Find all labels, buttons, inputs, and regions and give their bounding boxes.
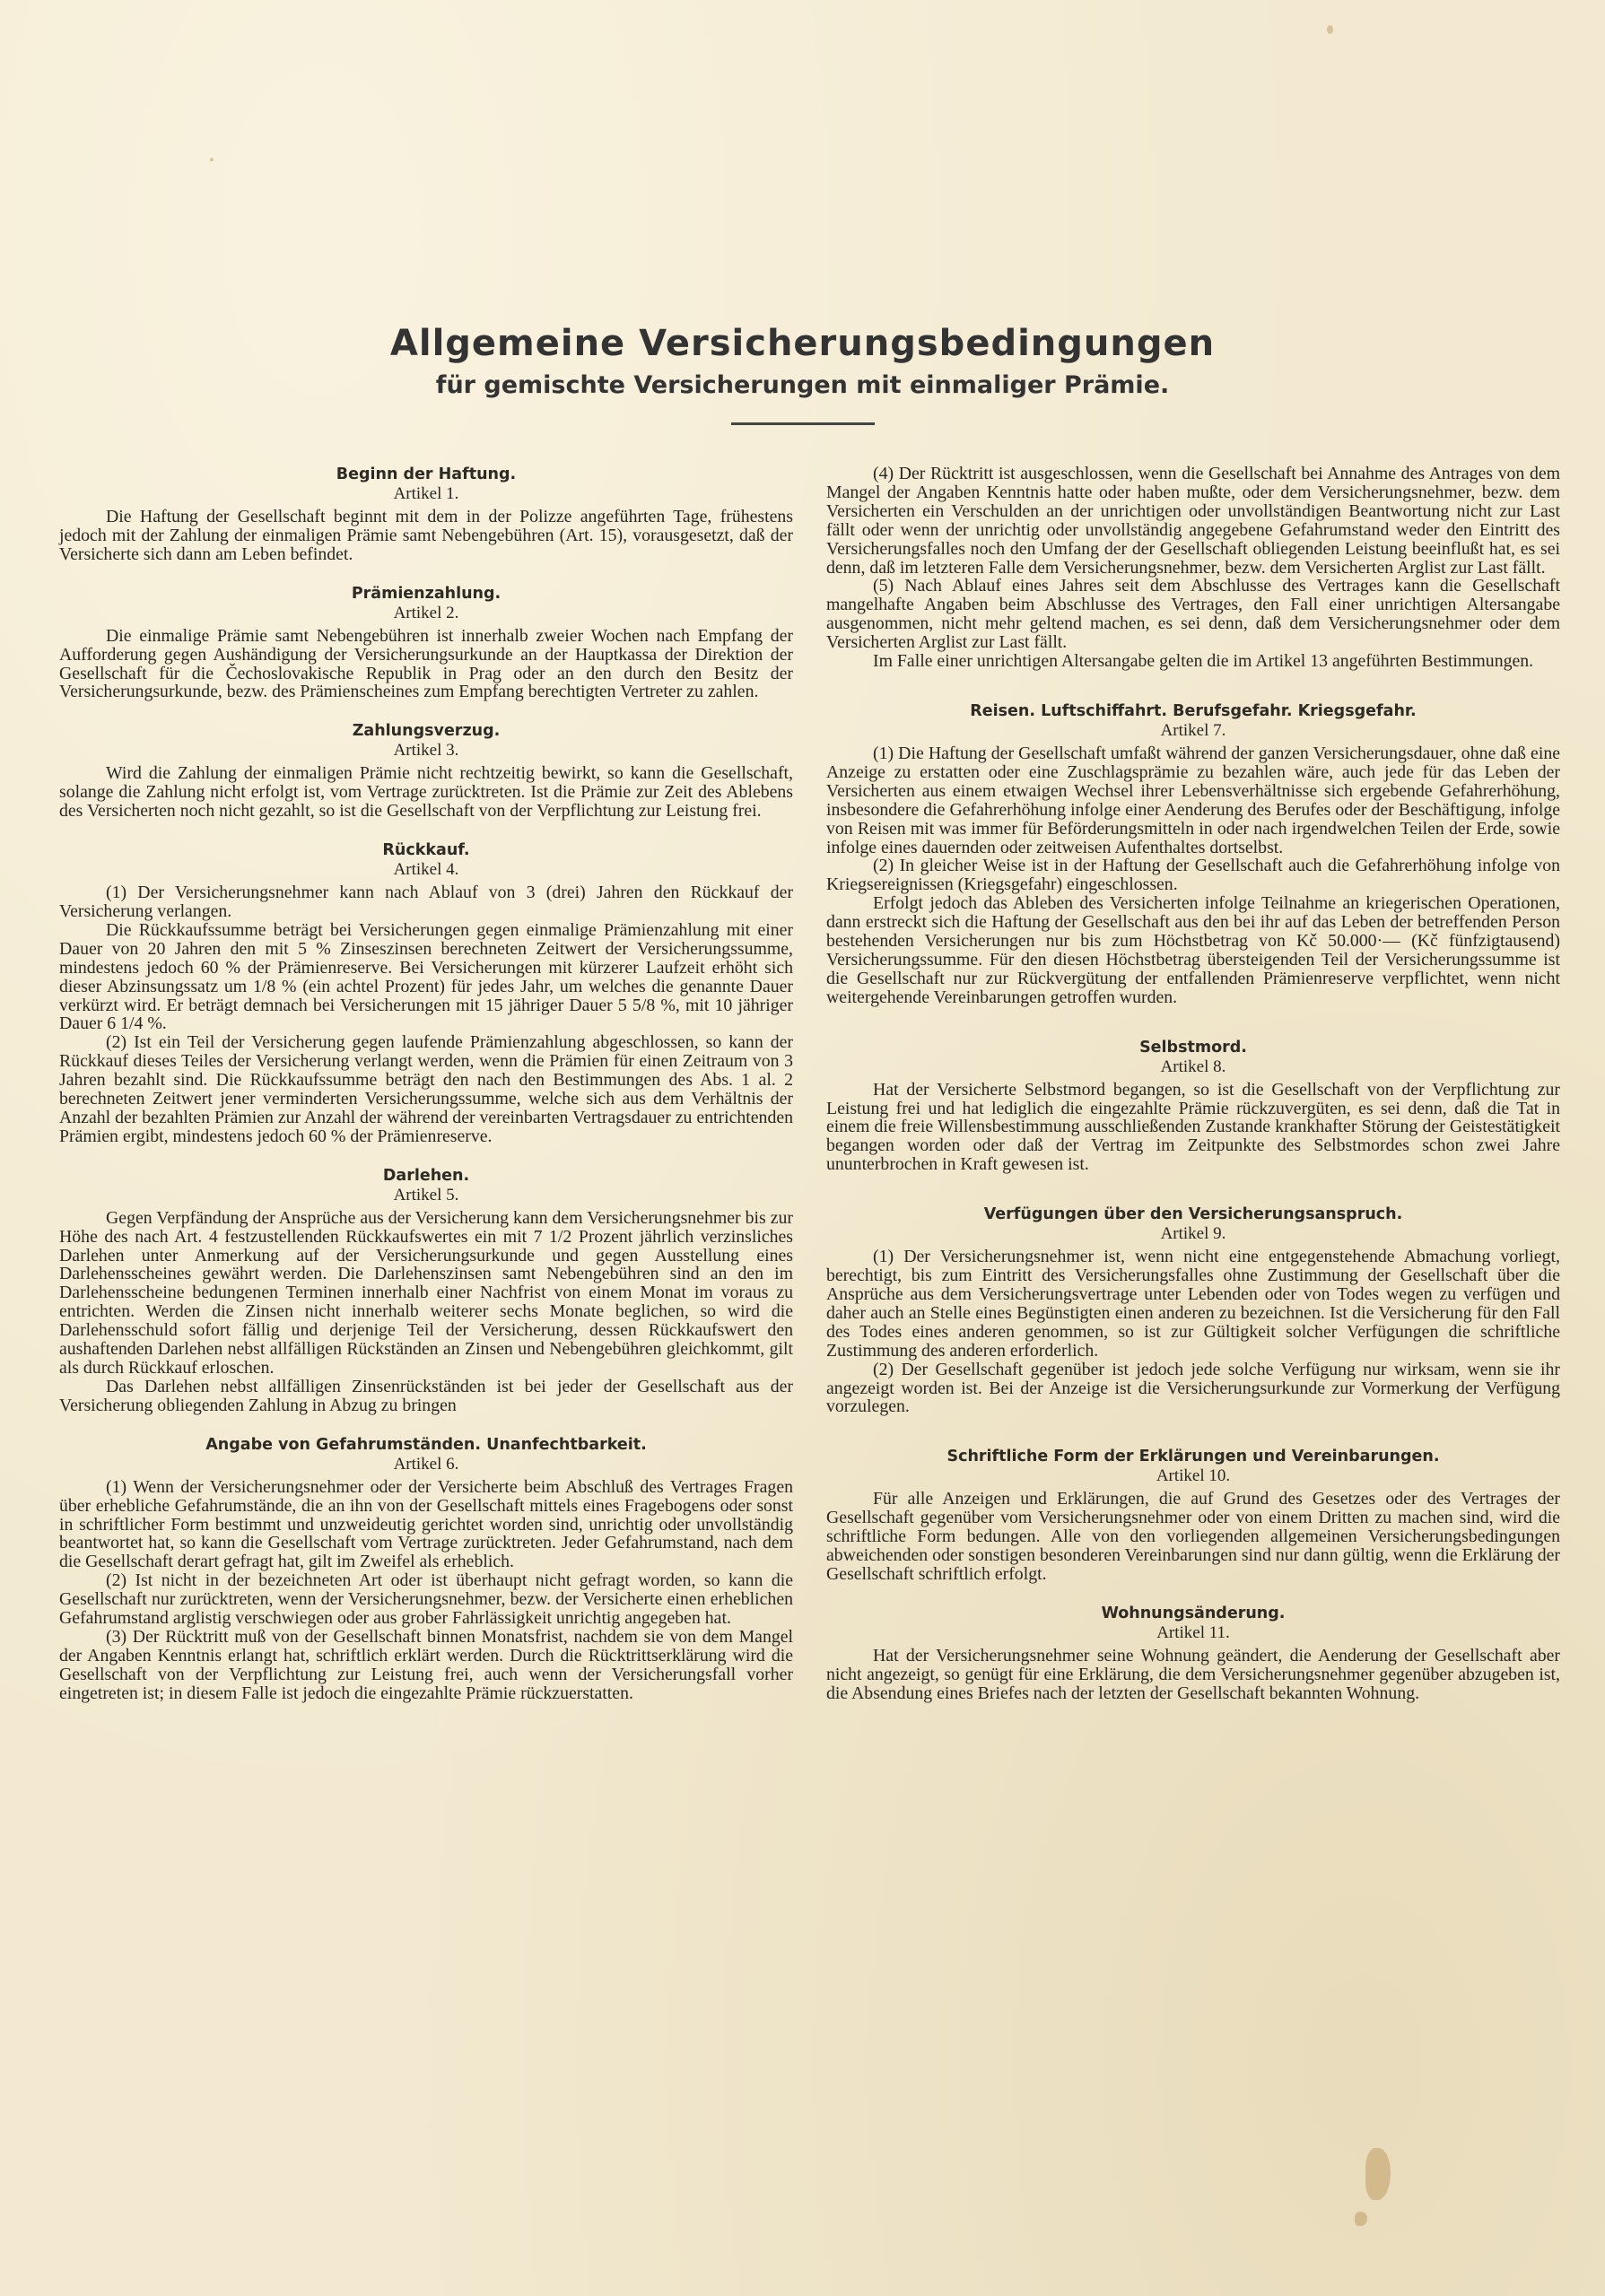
article-number: Artikel 1. [393, 484, 459, 503]
paragraph: Im Falle einer unrichtigen Altersangabe gelten die im Artikel 13 angeführten Bestimmungen. [873, 651, 1534, 672]
paragraph: Das Darlehen nebst allfälligen Zinsenrückständen ist bei jeder der Gesellschaft aus der Versicherung obliegenden Zahlung in Abzug zu bringen [59, 1376, 793, 1415]
section-heading: Beginn der Haftung. [336, 465, 517, 483]
paragraph: (1) Die Haftung der Gesellschaft umfaßt während der ganzen Versicherungsdauer, ohne daß eine Anzeige zu erstatten oder eine Zuschlagsprämie zu bezahlen wäre, auch jede für das Leben der Versicherten aus einem etwaigen Wechsel ihrer Lebensverhältnisse sich ergebende Gefahrerhöhung, insbesondere die Gefahrerhöhung infolge einer Aenderung des Berufes oder der Beschäftigung, infolge von Reisen mit was immer für Beförderungsmitteln in oder nach irgendwelchen Teilen der Erde, sowie infolge eines dauernden oder zeitweisen Aufenthaltes dortselbst. [826, 743, 1560, 857]
document-title-block [0, 323, 1605, 425]
section-heading: Zahlungsverzug. [352, 722, 501, 741]
section-heading: Prämienzahlung. [351, 584, 502, 603]
paragraph: (2) Ist ein Teil der Versicherung gegen laufende Prämienzahlung abgeschlossen, so kann der Rückkauf dieses Teiles der Versicherung verlangt werden, wenn die Prämien für einen Zeitraum von 3 Jahren bezahlt sind. Die Rückkaufssumme beträgt den nach den Bestimmungen des Abs. 1 al. 2 berechneten Zeitwert jener verminderten Versicherungssumme, welche sich aus dem Verhältnis der Anzahl der bezahlten Prämien zur Anzahl der während der vereinbarten Vertragsdauer zu entrichtenden Prämien ergibt, mindestens jedoch 60 % der Prämienreserve. [59, 1032, 793, 1146]
section-heading: Darlehen. [382, 1166, 470, 1185]
paragraph: Hat der Versicherte Selbstmord begangen, so ist die Gesellschaft von der Verpflichtung zur Leistung frei und hat lediglich die eingezahlte Prämie rückzuvergüten, es sei denn, daß die Tat in einem die freie Willensbestimmung ausschließenden Zustande krankhafter Störung der Geistestätigkeit begangen worden oder daß der Vertrag im Zeitpunkte des Selbstmordes schon zwei Jahre ununterbrochen in Kraft gewesen ist. [826, 1079, 1560, 1175]
article-number: Artikel 3. [393, 741, 459, 761]
article-number: Artikel 6. [393, 1454, 459, 1474]
paper-spot [1327, 25, 1333, 34]
article-number: Artikel 11. [1156, 1622, 1230, 1642]
section-heading: Selbstmord. [1139, 1038, 1247, 1057]
article-number: Artikel 5. [393, 1185, 459, 1205]
paragraph: Wird die Zahlung der einmaligen Prämie nicht rechtzeitig bewirkt, so kann die Gesellschaft, solange die Zahlung nicht erfolgt ist, vom Vertrage zurücktreten. Ist die Prämie zur Zeit des Ablebens des Versicherten noch nicht gezahlt, so ist die Gesellschaft von der Verpflichtung zur Leistung frei. [59, 763, 793, 822]
paragraph: (2) Der Gesellschaft gegenüber ist jedoch jede solche Verfügung nur wirksam, wenn sie ihr angezeigt worden ist. Bei der Anzeige ist die Versicherungsurkunde zur Vormerkung der Verfügung vorzulegen. [826, 1359, 1560, 1417]
paragraph: Die einmalige Prämie samt Nebengebühren ist innerhalb zweier Wochen nach Empfang der Aufforderung gegen Aushändigung der Versicherungsurkunde an der Hauptkassa der Direktion der Gesellschaft für die Čechoslovakische Republik in Prag oder an den durch den Besitz der Versicherungsurkunde, bezw. des Prämienscheines zum Empfang berechtigten Vertreter zu zahlen. [59, 625, 793, 702]
article-number: Artikel 2. [393, 603, 459, 622]
document-subtitle: für gemischte Versicherungen mit einmaliger Prämie. [435, 371, 1170, 399]
paragraph: Die Rückkaufssumme beträgt bei Versicherungen gegen einmalige Prämienzahlung mit einer Dauer von 20 Jahren den mit 5 % Zinseszinsen berechneten Zeitwert der Versicherungssumme, mindestens jedoch 60 % der Prämienreserve. Bei Versicherungen mit kürzerer Laufzeit erhöht sich dieser Abzinsungssatz um 1/8 % (ein achtel Prozent) für jedes Jahr, um welches die genannte Dauer verkürzt wird. Er beträgt demnach bei Versicherungen mit 15 jähriger Dauer 5 5/8 %, mit 10 jähriger Dauer 6 1/4 %. [59, 919, 793, 1034]
article-number: Artikel 7. [1160, 720, 1226, 740]
section-heading: Verfügungen über den Versicherungsanspruch. [983, 1205, 1403, 1224]
article-number: Artikel 10. [1156, 1466, 1231, 1486]
document-title: Allgemeine Versicherungsbedingungen [389, 323, 1216, 364]
paragraph: Erfolgt jedoch das Ableben des Versicherten infolge Teilnahme an kriegerischen Operationen, dann erstreckt sich die Haftung der Gesellschaft aus den bei ihr auf das Leben der betreffenden Person bestehenden Versicherungen nur bis zum Höchstbetrag von Kč 50.000·— (Kč fünfzigtausend) Versicherungssumme. Für den diesen Höchstbetrag übersteigenden Teil der Versicherungssumme ist die Gesellschaft nur zur Rückvergütung der entfallenden Prämienreserve verpflichtet, wenn nicht weitergehende Vereinbarungen getroffen wurden. [826, 893, 1560, 1007]
paragraph: (2) In gleicher Weise ist in der Haftung der Gesellschaft auch die Gefahrerhöhung infolge von Kriegsereignissen (Kriegsgefahr) eingeschlossen. [826, 856, 1560, 895]
paper-spot [210, 158, 214, 161]
right-column [826, 465, 1560, 1703]
paragraph: (5) Nach Ablauf eines Jahres seit dem Abschlusse des Vertrages kann die Gesellschaft mangelhafte Angaben beim Abschlusse des Vertrages, den Fall einer unrichtigen Altersangabe ausgenommen, nicht mehr geltend machen, es sei denn, daß dem Versicherungsnehmer oder dem Versicherten Arglist zur Last fällt. [826, 576, 1560, 653]
paragraph: (1) Wenn der Versicherungsnehmer oder der Versicherte beim Abschluß des Vertrages Fragen über erhebliche Gefahrumstände, die an ihn von der Gesellschaft mittels eines Fragebogens oder sonst in schriftlicher Form bestimmt und unzweideutig gerichtet worden sind, unrichtig oder unvollständig beantwortet hat, so kann die Gesellschaft vom Vertrage zurücktreten. Jeder Gefahrumstand, nach dem die Gesellschaft derart gefragt hat, gilt im Zweifel als erheblich. [59, 1476, 793, 1572]
left-column [59, 465, 793, 1703]
section-heading: Rückkauf. [382, 841, 470, 860]
article-number: Artikel 8. [1160, 1057, 1226, 1076]
section-heading: Wohnungsänderung. [1101, 1604, 1286, 1622]
paragraph: (1) Der Versicherungsnehmer kann nach Ablauf von 3 (drei) Jahren den Rückkauf der Versicherung verlangen. [59, 883, 793, 921]
section-heading: Reisen. Luftschiffahrt. Berufsgefahr. Kriegsgefahr. [970, 701, 1417, 720]
article-number: Artikel 4. [393, 860, 459, 880]
paragraph: Die Haftung der Gesellschaft beginnt mit dem in der Polizze angeführten Tage, frühestens jedoch mit der Zahlung der einmaligen Prämie samt Nebengebühren (Art. 15), vorausgesetzt, daß der Versicherte sich dann am Leben befindet. [59, 507, 793, 564]
paragraph: Für alle Anzeigen und Erklärungen, die auf Grund des Gesetzes oder des Vertrages der Gesellschaft gegenüber vom Versicherungsnehmer oder von einem Dritten zu machen sind, wird die schriftliche Form bedungen. Alle von den vorliegenden allgemeinen Versicherungsbedingungen abweichenden oder sonstigen besonderen Vereinbarungen sind nur dann gültig, wenn die Erklärung der Gesellschaft schriftlich erfolgt. [826, 1489, 1560, 1584]
paragraph: Gegen Verpfändung der Ansprüche aus der Versicherung kann dem Versicherungsnehmer bis zur Höhe des nach Art. 4 festzustellenden Rückkaufswertes ein mit 7 1/2 Prozent jährlich verzinsliches Darlehen unter Anmerkung auf der Versicherungsurkunde und gegen Ausstellung eines Darlehensscheines gewährt werden. Die Darlehenszinsen samt Nebengebühren sind an den im Darlehensscheine bedungenen Terminen innerhalb einer Nachfrist von einem Monat im voraus zu entrichten. Werden die Zinsen nicht innerhalb weiterer sechs Monate beglichen, so wird die Darlehensschuld sofort fällig und derjenige Teil der Versicherung, dessen Rückkaufswert den aushaftenden Darlehen nebst allfälligen Rückständen an Zinsen und Nebengebühren gleichkommt, gilt als durch Rückkauf erloschen. [59, 1207, 793, 1378]
paragraph: (4) Der Rücktritt ist ausgeschlossen, wenn die Gesellschaft bei Annahme des Antrages von dem Mangel der Angaben Kenntnis hatte oder haben mußte, oder dem Versicherungsnehmer, bezw. dem Versicherten ein Verschulden an der unrichtigen oder unvollständigen Beantwortung nicht zur Last fällt oder wenn der unrichtig oder unvollständig angegebene Gefahrumstand weder den Eintritt des Versicherungsfalles noch den Umfang der der Gesellschaft obliegenden Leistung beeinflußt hat, es sei denn, daß im letzteren Falle dem Versicherungsnehmer, bezw. dem Versicherten Arglist zur Last fällt. [826, 464, 1560, 578]
section-heading: Schriftliche Form der Erklärungen und Vereinbarungen. [946, 1448, 1440, 1466]
title-divider [731, 422, 875, 425]
section-heading: Angabe von Gefahrumständen. Unanfechtbarkeit. [205, 1435, 647, 1454]
paragraph: (1) Der Versicherungsnehmer ist, wenn nicht eine entgegenstehende Abmachung vorliegt, berechtigt, bis zum Eintritt des Versicherungsfalles ohne Zustimmung der Gesellschaft über die Ansprüche aus dem Versicherungsvertrage unter Lebenden oder von Todes wegen zu verfügen und daher auch an Stelle eines Begünstigten einen anderen zu bezeichnen. Ist die Versicherung für den Fall des Todes eines anderen genommen, so ist zur Gültigkeit solcher Verfügungen die schriftliche Zustimmung des anderen erforderlich. [826, 1247, 1560, 1361]
paragraph: (3) Der Rücktritt muß von der Gesellschaft binnen Monatsfrist, nachdem sie von dem Mangel der Angaben Kenntnis erlangt hat, schriftlich erklärt werden. Durch die Rücktrittserklärung wird die Gesellschaft von der Verpflichtung zur Leistung frei, auch wenn der Versicherungsfall vorher eingetreten ist; in diesem Falle ist jedoch die eingezahlte Prämie rückzuerstatten. [59, 1626, 793, 1703]
paragraph: (2) Ist nicht in der bezeichneten Art oder ist überhaupt nicht gefragt worden, so kann die Gesellschaft nur zurücktreten, wenn der Versicherungsnehmer, bezw. der Versicherte einen erheblichen Gefahrumstand arglistig verschwiegen oder aus grober Fahrlässigkeit unrichtig angegeben hat. [59, 1570, 793, 1629]
article-number: Artikel 9. [1160, 1224, 1226, 1244]
paragraph: Hat der Versicherungsnehmer seine Wohnung geändert, die Aenderung der Gesellschaft aber nicht angezeigt, so genügt für eine Erklärung, die dem Versicherungsnehmer gegenüber abzugeben ist, die Absendung eines Briefes nach der letzten der Gesellschaft bekannten Wohnung. [826, 1645, 1560, 1703]
